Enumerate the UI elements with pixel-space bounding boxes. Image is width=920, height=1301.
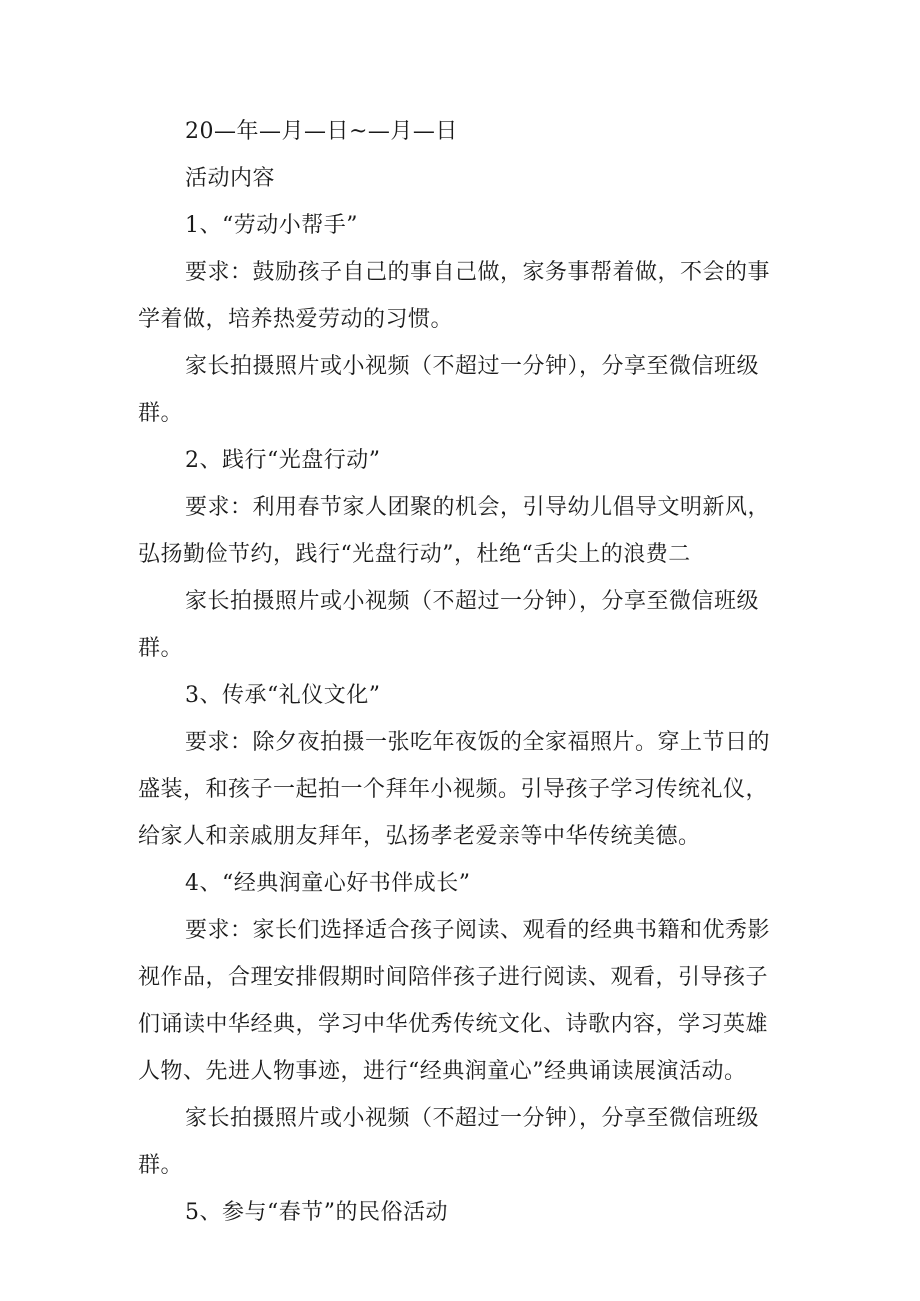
item-4-requirement-line-4: 人物、先进人物事迹，进行“经典润童心”经典诵读展演活动。: [138, 1059, 747, 1084]
item-1-share-line-2: 群。: [138, 401, 184, 426]
date-range-line: 20—年—月—日~—月—日: [185, 119, 458, 144]
item-2-title: 2、践行“光盘行动”: [185, 448, 381, 473]
item-1-share-line-1: 家长拍摄照片或小视频（不超过一分钟），分享至微信班级: [185, 354, 760, 379]
document-body: [138, 108, 788, 1236]
item-4-share-line-2: 群。: [138, 1153, 184, 1178]
item-2-share-line-2: 群。: [138, 636, 184, 661]
item-3-requirement-line-2: 盛装，和孩子一起拍一个拜年小视频。引导孩子学习传统礼仪，: [138, 777, 769, 802]
item-1-requirement-line-2: 学着做，培养热爱劳动的习惯。: [138, 307, 454, 332]
item-4-requirement-line-1: 要求：家长们选择适合孩子阅读、观看的经典书籍和优秀影: [185, 918, 771, 943]
item-1-requirement-line-1: 要求：鼓励孩子自己的事自己做，家务事帮着做，不会的事: [185, 260, 771, 285]
item-2-share-line-1: 家长拍摄照片或小视频（不超过一分钟），分享至微信班级: [185, 589, 760, 614]
item-4-requirement-line-2: 视作品，合理安排假期时间陪伴孩子进行阅读、观看，引导孩子: [138, 965, 769, 990]
item-4-share-line-1: 家长拍摄照片或小视频（不超过一分钟），分享至微信班级: [185, 1106, 760, 1131]
item-5-title: 5、参与“春节”的民俗活动: [185, 1200, 448, 1225]
item-3-requirement-line-1: 要求：除夕夜拍摄一张吃年夜饭的全家福照片。穿上节日的: [185, 730, 771, 755]
item-2-requirement-line-2: 弘扬勤俭节约，践行“光盘行动”，杜绝“舌尖上的浪费二: [138, 542, 691, 567]
section-heading-activity-content: 活动内容: [185, 166, 276, 191]
item-3-title: 3、传承“礼仪文化”: [185, 683, 381, 708]
item-2-requirement-line-1: 要求：利用春节家人团聚的机会，引导幼儿倡导文明新风，: [185, 495, 771, 520]
item-3-requirement-line-3: 给家人和亲戚朋友拜年，弘扬孝老爱亲等中华传统美德。: [138, 824, 701, 849]
item-4-requirement-line-3: 们诵读中华经典，学习中华优秀传统文化、诗歌内容，学习英雄: [138, 1012, 769, 1037]
item-4-title: 4、“经典润童心好书伴成长”: [185, 871, 471, 896]
item-1-title: 1、“劳动小帮手”: [185, 213, 358, 238]
